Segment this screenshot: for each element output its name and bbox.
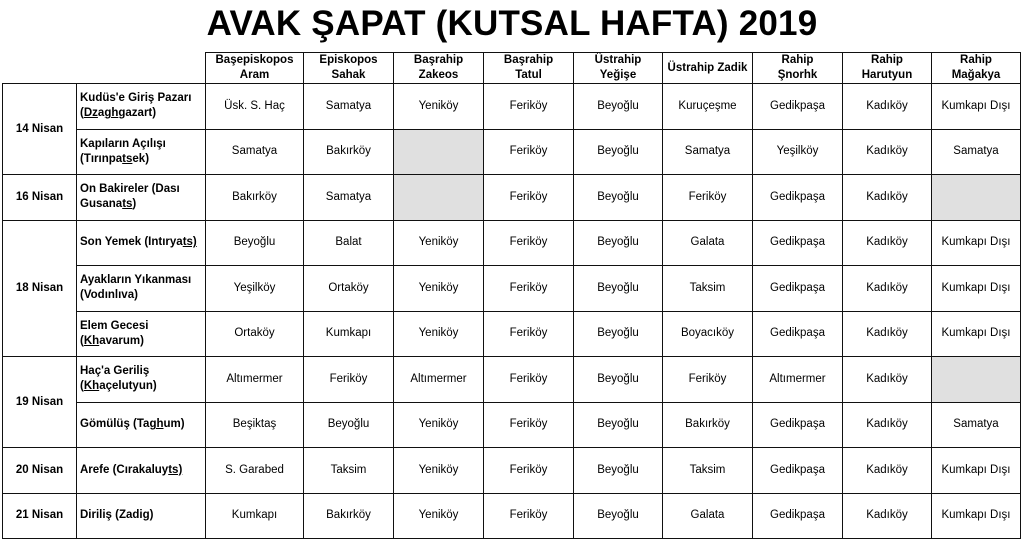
event-cell: Ayakların Yıkanması (Vodınlıva) [77, 266, 206, 312]
location-cell: Gedikpaşa [753, 448, 843, 494]
table-row [3, 266, 1021, 312]
location-cell: Beyoğlu [574, 402, 663, 448]
location-cell: Gedikpaşa [753, 402, 843, 448]
location-cell: Kumkapı Dışı [932, 493, 1021, 539]
location-cell: Boyacıköy [663, 311, 753, 357]
location-cell: Kuruçeşme [663, 84, 753, 130]
location-cell: Bakırköy [206, 175, 304, 221]
location-cell: Beyoğlu [206, 220, 304, 266]
location-cell: Taksim [663, 448, 753, 494]
event-cell: On Bakireler (Dası Gusanats) [77, 175, 206, 221]
location-cell: Kumkapı [304, 311, 394, 357]
location-cell: Gedikpaşa [753, 311, 843, 357]
location-cell: Beyoğlu [574, 357, 663, 403]
column-header: Üstrahip Zadik [663, 53, 753, 84]
location-cell: Samatya [932, 402, 1021, 448]
location-cell: Bakırköy [304, 493, 394, 539]
location-cell: Feriköy [484, 220, 574, 266]
location-cell: Kumkapı Dışı [932, 220, 1021, 266]
location-cell: Feriköy [484, 266, 574, 312]
location-cell: Yeniköy [394, 84, 484, 130]
location-cell: Beyoğlu [574, 220, 663, 266]
location-cell: Ortaköy [304, 266, 394, 312]
date-cell: 21 Nisan [3, 493, 77, 539]
table-row [3, 402, 1021, 448]
column-header: Başrahip Tatul [484, 53, 574, 84]
location-cell: Galata [663, 493, 753, 539]
date-cell: 19 Nisan [3, 357, 77, 448]
event-cell: Haç'a Geriliş (Khaçelutyun) [77, 357, 206, 403]
location-cell: Yeniköy [394, 266, 484, 312]
location-cell: Feriköy [484, 84, 574, 130]
location-cell: Beyoğlu [574, 84, 663, 130]
location-cell: Kadıköy [843, 493, 932, 539]
location-cell: Kadıköy [843, 220, 932, 266]
empty-cell [932, 175, 1021, 221]
location-cell: Kadıköy [843, 311, 932, 357]
table-row [3, 357, 1021, 403]
location-cell: Feriköy [484, 357, 574, 403]
event-cell: Kudüs'e Giriş Pazarı (Dzaghgazart) [77, 84, 206, 130]
location-cell: Samatya [663, 129, 753, 175]
column-header: Rahip Harutyun [843, 53, 932, 84]
empty-cell [394, 175, 484, 221]
location-cell: Kumkapı Dışı [932, 311, 1021, 357]
location-cell: Gedikpaşa [753, 175, 843, 221]
event-cell: Kapıların Açılışı (Tırınpatsek) [77, 129, 206, 175]
location-cell: Samatya [206, 129, 304, 175]
location-cell: Yeniköy [394, 311, 484, 357]
location-cell: Kadıköy [843, 175, 932, 221]
location-cell: Feriköy [663, 357, 753, 403]
location-cell: Bakırköy [304, 129, 394, 175]
event-cell: Son Yemek (Intıryats) [77, 220, 206, 266]
location-cell: Feriköy [304, 357, 394, 403]
location-cell: Altımermer [394, 357, 484, 403]
column-header: Episkopos Sahak [304, 53, 394, 84]
schedule-table [2, 52, 1021, 539]
location-cell: Kadıköy [843, 357, 932, 403]
table-row [3, 84, 1021, 130]
location-cell: Gedikpaşa [753, 493, 843, 539]
location-cell: Beşiktaş [206, 402, 304, 448]
location-cell: Feriköy [484, 175, 574, 221]
blank-corner [3, 53, 206, 84]
date-cell: 18 Nisan [3, 220, 77, 357]
location-cell: Beyoğlu [574, 311, 663, 357]
table-row [3, 175, 1021, 221]
location-cell: Yeşilköy [753, 129, 843, 175]
location-cell: Balat [304, 220, 394, 266]
location-cell: Feriköy [484, 402, 574, 448]
location-cell: Yeniköy [394, 448, 484, 494]
location-cell: Yeniköy [394, 493, 484, 539]
date-cell: 16 Nisan [3, 175, 77, 221]
column-header: Üstrahip Yeğişe [574, 53, 663, 84]
column-header: Başrahip Zakeos [394, 53, 484, 84]
page-title: AVAK ŞAPAT (KUTSAL HAFTA) 2019 [206, 4, 818, 43]
location-cell: Kadıköy [843, 266, 932, 312]
location-cell: Feriköy [484, 448, 574, 494]
date-cell: 14 Nisan [3, 84, 77, 175]
location-cell: Beyoğlu [574, 175, 663, 221]
location-cell: Gedikpaşa [753, 220, 843, 266]
location-cell: Galata [663, 220, 753, 266]
location-cell: Feriköy [484, 129, 574, 175]
location-cell: Ortaköy [206, 311, 304, 357]
location-cell: Samatya [304, 84, 394, 130]
location-cell: Beyoğlu [574, 129, 663, 175]
table-row [3, 129, 1021, 175]
event-cell: Arefe (Cırakaluyts) [77, 448, 206, 494]
location-cell: Kumkapı Dışı [932, 266, 1021, 312]
event-cell: Elem Gecesi (Khavarum) [77, 311, 206, 357]
column-header: Rahip Şnorhk [753, 53, 843, 84]
location-cell: Beyoğlu [304, 402, 394, 448]
location-cell: Kumkapı Dışı [932, 448, 1021, 494]
location-cell: Beyoğlu [574, 448, 663, 494]
column-header: Başepiskopos Aram [206, 53, 304, 84]
location-cell: S. Garabed [206, 448, 304, 494]
location-cell: Taksim [304, 448, 394, 494]
location-cell: Feriköy [484, 493, 574, 539]
location-cell: Altımermer [753, 357, 843, 403]
location-cell: Üsk. S. Haç [206, 84, 304, 130]
location-cell: Kumkapı [206, 493, 304, 539]
location-cell: Kadıköy [843, 129, 932, 175]
table-row [3, 311, 1021, 357]
location-cell: Yeşilköy [206, 266, 304, 312]
location-cell: Kumkapı Dışı [932, 84, 1021, 130]
location-cell: Yeniköy [394, 220, 484, 266]
empty-cell [394, 129, 484, 175]
location-cell: Feriköy [484, 311, 574, 357]
header-row [3, 53, 1021, 84]
location-cell: Beyoğlu [574, 493, 663, 539]
location-cell: Beyoğlu [574, 266, 663, 312]
location-cell: Samatya [932, 129, 1021, 175]
location-cell: Altımermer [206, 357, 304, 403]
location-cell: Kadıköy [843, 402, 932, 448]
column-header: Rahip Mağakya [932, 53, 1021, 84]
location-cell: Gedikpaşa [753, 266, 843, 312]
location-cell: Kadıköy [843, 84, 932, 130]
table-row [3, 493, 1021, 539]
location-cell: Gedikpaşa [753, 84, 843, 130]
location-cell: Feriköy [663, 175, 753, 221]
event-cell: Gömülüş (Taghum) [77, 402, 206, 448]
location-cell: Samatya [304, 175, 394, 221]
location-cell: Taksim [663, 266, 753, 312]
empty-cell [932, 357, 1021, 403]
location-cell: Yeniköy [394, 402, 484, 448]
location-cell: Bakırköy [663, 402, 753, 448]
date-cell: 20 Nisan [3, 448, 77, 494]
event-cell: Diriliş (Zadig) [77, 493, 206, 539]
location-cell: Kadıköy [843, 448, 932, 494]
table-row [3, 448, 1021, 494]
table-row [3, 220, 1021, 266]
